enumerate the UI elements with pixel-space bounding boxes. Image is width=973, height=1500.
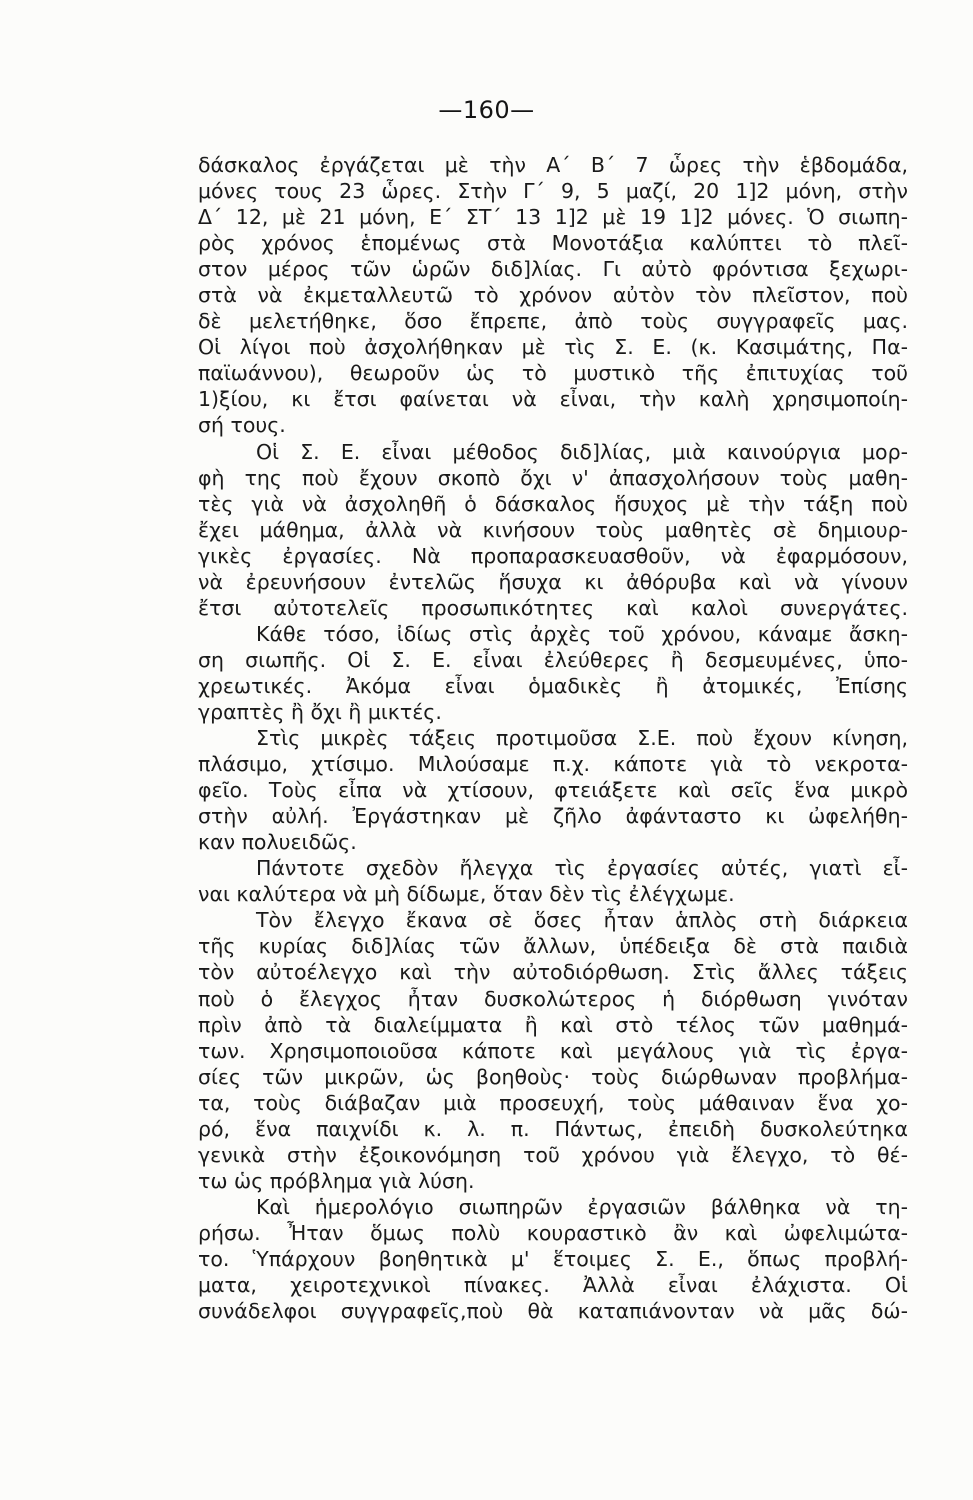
text-line: Οἱ Σ. Ε. εἶναι μέθοδος διδ]λίας, μιὰ καινούργια μορ-	[256, 439, 908, 464]
text-line: νὰ ἐρευνήσουν ἐντελῶς ἥσυχα κι ἀθόρυβα καὶ νὰ γίνουν	[198, 569, 908, 594]
body-text	[198, 152, 908, 1324]
text-line: Τὸν ἔλεγχο ἔκανα σὲ ὅσες ἦταν ἁπλὸς στὴ διάρκεια	[256, 908, 908, 933]
text-line: δὲ μελετήθηκε, ὅσο ἔπρεπε, ἀπὸ τοὺς συγγραφεῖς μας.	[198, 309, 908, 334]
text-line: χρεωτικές. Ἀκόμα εἶναι ὁμαδικὲς ἢ ἀτομικές, Ἐπίσης	[198, 673, 908, 698]
text-line: ρό, ἕνα παιχνίδι κ. λ. π. Πάντως, ἐπειδὴ δυσκολεύτηκα	[198, 1116, 908, 1141]
text-line: ματα, χειροτεχνικοὶ πίνακες. Ἀλλὰ εἶναι ἐλάχιστα. Οἱ	[198, 1273, 908, 1298]
text-line: παϊωάννου), θεωροῦν ὡς τὸ μυστικὸ τῆς ἐπιτυχίας τοῦ	[198, 361, 908, 386]
text-line: σή τους.	[198, 413, 286, 438]
text-line: φὴ της ποὺ ἔχουν σκοπὸ ὄχι ν' ἀπασχολήσουν τοὺς μαθη-	[198, 465, 908, 490]
text-line: γενικὰ στὴν ἐξοικονόμηση τοῦ χρόνου γιὰ ἔλεγχο, τὸ θέ-	[198, 1142, 908, 1167]
text-line: Δ΄ 12, μὲ 21 μόνη, Ε΄ ΣΤ΄ 13 1]2 μὲ 19 1]2 μόνες. Ὁ σιωπη-	[198, 205, 908, 230]
text-line: γικὲς ἐργασίες. Νὰ προπαρασκευασθοῦν, νὰ ἐφαρμόσουν,	[198, 543, 908, 568]
text-line: σίες τῶν μικρῶν, ὡς βοηθοὺς· τοὺς διώρθωναν προβλήμα-	[198, 1064, 908, 1089]
text-line: τὲς γιὰ νὰ ἀσχοληθῆ ὁ δάσκαλος ἥσυχος μὲ τὴν τάξη ποὺ	[198, 491, 908, 516]
text-line: ρήσω. Ἦταν ὅμως πολὺ κουραστικὸ ἂν καὶ ὠφελιμώτα-	[198, 1220, 908, 1245]
text-line: πλάσιμο, χτίσιμο. Μιλούσαμε π.χ. κάποτε γιὰ τὸ νεκροτα-	[198, 752, 908, 777]
text-line: φεῖο. Τοὺς εἶπα νὰ χτίσουν, φτειάξετε καὶ σεῖς ἕνα μικρὸ	[198, 778, 908, 803]
text-line: τῆς κυρίας διδ]λίας τῶν ἄλλων, ὑπέδειξα δὲ στὰ παιδιὰ	[198, 934, 908, 959]
text-line: Οἱ λίγοι ποὺ ἀσχολήθηκαν μὲ τὶς Σ. Ε. (κ. Κασιμάτης, Πα-	[198, 335, 908, 360]
text-line: στὴν αὐλή. Ἐργάστηκαν μὲ ζῆλο ἀφάνταστο κι ὠφελήθη-	[198, 804, 908, 829]
text-line: ἔτσι αὐτοτελεῖς προσωπικότητες καὶ καλοὶ συνεργάτες.	[198, 595, 908, 620]
text-line: Καὶ ἡμερολόγιο σιωπηρῶν ἐργασιῶν βάλθηκα νὰ τη-	[256, 1194, 908, 1219]
text-line: στον μέρος τῶν ὡρῶν διδ]λίας. Γι αὐτὸ φρόντισα ξεχωρι-	[198, 257, 908, 282]
text-line: των. Χρησιμοποιοῦσα κάποτε καὶ μεγάλους γιὰ τὶς ἐργα-	[198, 1038, 908, 1063]
text-line: συνάδελφοι συγγραφεῖς,ποὺ θὰ καταπιάνονταν νὰ μᾶς δώ-	[198, 1299, 908, 1324]
text-line: ἔχει μάθημα, ἀλλὰ νὰ κινήσουν τοὺς μαθητὲς σὲ δημιουρ-	[198, 517, 908, 542]
text-line: ναι καλύτερα νὰ μὴ δίδωμε, ὅταν δὲν τὶς ἐλέγχωμε.	[198, 882, 735, 907]
text-line: πρὶν ἀπὸ τὰ διαλείμματα ἢ καὶ στὸ τέλος τῶν μαθημά-	[198, 1012, 908, 1037]
text-line: τὸν αὐτοέλεγχο καὶ τὴν αὐτοδιόρθωση. Στὶς ἄλλες τάξεις	[198, 960, 908, 985]
text-line: ση σιωπῆς. Οἱ Σ. Ε. εἶναι ἐλεύθερες ἢ δεσμευμένες, ὑπο-	[198, 647, 908, 672]
text-line: 1)ξίου, κι ἔτσι φαίνεται νὰ εἶναι, τὴν καλὴ χρησιμοποίη-	[198, 387, 908, 412]
text-line: καν πολυειδῶς.	[198, 830, 357, 855]
text-line: στὰ νὰ ἐκμεταλλευτῶ τὸ χρόνον αὐτὸν τὸν πλεῖστον, ποὺ	[198, 283, 908, 308]
text-line: δάσκαλος ἐργάζεται μὲ τὴν Α΄ Β΄ 7 ὧρες τὴν ἑβδομάδα,	[198, 153, 908, 177]
page-number: —160—	[438, 96, 535, 124]
text-line: Πάντοτε σχεδὸν ἤλεγχα τὶς ἐργασίες αὐτές, γιατὶ εἶ-	[256, 856, 908, 881]
text-line: ποὺ ὁ ἔλεγχος ἦταν δυσκολώτερος ἡ διόρθωση γινόταν	[198, 986, 908, 1011]
text-line: γραπτὲς ἢ ὄχι ἢ μικτές.	[198, 699, 442, 724]
text-line: Κάθε τόσο, ἰδίως στὶς ἀρχὲς τοῦ χρόνου, κάναμε ἄσκη-	[256, 621, 908, 646]
text-line: ρὸς χρόνος ἑπομένως στὰ Μονοτάξια καλύπτει τὸ πλεῖ-	[198, 231, 908, 256]
text-line: Στὶς μικρὲς τάξεις προτιμοῦσα Σ.Ε. ποὺ ἔχουν κίνηση,	[256, 726, 908, 751]
text-line: τα, τοὺς διάβαζαν μιὰ προσευχή, τοὺς μάθαιναν ἕνα χο-	[198, 1090, 908, 1115]
text-line: τω ὡς πρόβλημα γιὰ λύση.	[198, 1168, 475, 1193]
text-line: το. Ὑπάρχουν βοηθητικὰ μ' ἕτοιμες Σ. Ε., ὅπως προβλή-	[198, 1246, 908, 1271]
text-line: μόνες τους 23 ὧρες. Στὴν Γ΄ 9, 5 μαζί, 20 1]2 μόνη, στὴν	[198, 179, 908, 204]
